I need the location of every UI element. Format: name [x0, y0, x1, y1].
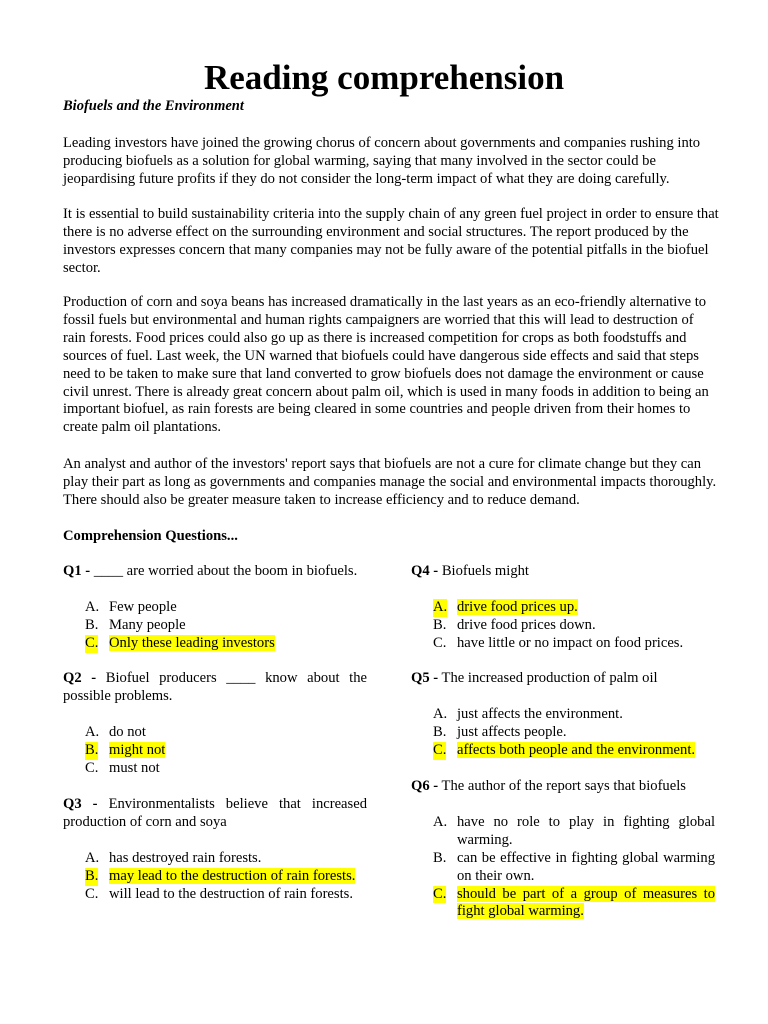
- answer-option[interactable]: [63, 760, 367, 778]
- question-6-text: [411, 778, 715, 796]
- question-number: Q1 -: [63, 563, 91, 579]
- answer-option-highlighted[interactable]: [411, 599, 715, 617]
- option-text: just affects people.: [457, 723, 567, 740]
- answer-option[interactable]: [411, 850, 715, 886]
- option-letter: C.: [433, 741, 447, 758]
- question-2-text: [63, 670, 367, 706]
- question-3-text: [63, 796, 367, 832]
- option-letter: C.: [85, 759, 99, 776]
- option-text: Only these leading investors: [109, 634, 275, 651]
- question-number: Q2 -: [63, 670, 97, 686]
- answer-option-highlighted[interactable]: [63, 635, 367, 653]
- question-3: [63, 796, 367, 904]
- answer-option[interactable]: [411, 814, 715, 850]
- question-1: [63, 563, 367, 653]
- answer-option-highlighted[interactable]: [63, 868, 367, 886]
- option-text: might not: [109, 741, 166, 758]
- question-5-text: [411, 670, 715, 688]
- question-prompt: Biofuel producers ____ know about the possible problems.: [63, 670, 367, 704]
- option-letter: A.: [433, 705, 448, 722]
- question-prompt: Biofuels might: [438, 563, 529, 579]
- question-prompt: ____ are worried about the boom in biofuels.: [90, 563, 358, 579]
- answer-option[interactable]: [411, 635, 715, 653]
- option-text: can be effective in fighting global warming on their own.: [457, 849, 715, 884]
- option-text: have little or no impact on food prices.: [457, 634, 684, 651]
- option-letter: C.: [85, 885, 99, 902]
- option-letter: A.: [85, 723, 100, 740]
- option-letter: C.: [433, 634, 447, 651]
- answer-option[interactable]: [63, 617, 367, 635]
- question-prompt: The increased production of palm oil: [438, 670, 658, 686]
- paragraph-1: Leading investors have joined the growing chorus of concern about governments and companies rushing into producing biofuels as a solution for global warming, saying that many involved in the sector could be jeopardising future profits if they do not consider the long-term impact of what they are doing carefully.: [63, 135, 701, 187]
- option-text: Few people: [109, 598, 177, 615]
- question-prompt: The author of the report says that biofuels: [438, 778, 686, 794]
- answer-option[interactable]: [63, 850, 367, 868]
- paragraph-2: It is essential to build sustainability criteria into the supply chain of any green fuel project in order to ensure that there is no adverse effect on the surrounding environment and social structures. The report produced by the investors expresses concern that many companies may not be fully aware of the potential pitfalls in the biofuel sector.: [63, 206, 719, 276]
- paragraph-3: Production of corn and soya beans has increased dramatically in the last years as an eco-friendly alternative to fossil fuels but environmental and human rights campaigners are worried that this will lead to destruction of rain forests. Food prices could also go up as there is increased competition for crops as both foodstuffs and sources of fuel. Last week, the UN warned that biofuels could have dangerous side effects and said that steps need to be taken to make sure that land converted to grow biofuels does not damage the environment or cause civil unrest. There is already great concern about palm oil, which is used in many foods in addition to being an important biofuel, as rain forests are being cleared in some countries and people driven from their homes to create palm oil plantations.: [63, 294, 709, 436]
- question-6: [411, 778, 715, 921]
- option-letter: A.: [85, 849, 100, 866]
- answer-option-highlighted[interactable]: [411, 886, 715, 922]
- option-text: affects both people and the environment.: [457, 741, 696, 758]
- option-letter: A.: [433, 813, 448, 830]
- answer-options: [63, 850, 367, 904]
- question-number: Q6 -: [411, 778, 439, 794]
- question-2: [63, 670, 367, 778]
- answer-options: [411, 706, 715, 760]
- option-letter: C.: [433, 885, 447, 902]
- option-letter: B.: [85, 616, 99, 633]
- answer-option-highlighted[interactable]: [411, 742, 715, 760]
- option-text: just affects the environment.: [457, 705, 623, 722]
- answer-options: [411, 814, 715, 921]
- option-text: will lead to the destruction of rain forests.: [109, 885, 353, 902]
- page-title: Reading comprehension: [203, 58, 565, 97]
- question-number: Q3 -: [63, 796, 98, 812]
- option-letter: A.: [85, 598, 100, 615]
- answer-options: [63, 599, 367, 653]
- question-1-text: [63, 563, 367, 581]
- question-5: [411, 670, 715, 760]
- option-text: should be part of a group of measures to fight global warming.: [457, 885, 715, 920]
- option-text: must not: [109, 759, 160, 776]
- option-letter: A.: [433, 598, 448, 615]
- question-number: Q5 -: [411, 670, 439, 686]
- question-4: [411, 563, 715, 653]
- answer-option[interactable]: [63, 886, 367, 904]
- option-text: Many people: [109, 616, 186, 633]
- question-number: Q4 -: [411, 563, 439, 579]
- option-letter: B.: [85, 741, 99, 758]
- answer-option[interactable]: [63, 599, 367, 617]
- answer-option[interactable]: [411, 706, 715, 724]
- answer-option[interactable]: [411, 724, 715, 742]
- option-text: have no role to play in fighting global warming.: [457, 813, 715, 848]
- option-text: drive food prices up.: [457, 598, 578, 615]
- option-text: has destroyed rain forests.: [109, 849, 262, 866]
- option-text: may lead to the destruction of rain forests.: [109, 867, 356, 884]
- option-letter: B.: [85, 867, 99, 884]
- answer-option[interactable]: [411, 617, 715, 635]
- questions-heading: Comprehension Questions...: [63, 528, 238, 544]
- answer-option-highlighted[interactable]: [63, 742, 367, 760]
- answer-options: [411, 599, 715, 653]
- question-prompt: Environmentalists believe that increased production of corn and soya: [63, 796, 367, 830]
- article-subtitle: Biofuels and the Environment: [63, 98, 244, 114]
- answer-option[interactable]: [63, 724, 367, 742]
- option-letter: C.: [85, 634, 99, 651]
- question-4-text: [411, 563, 715, 581]
- option-text: drive food prices down.: [457, 616, 596, 633]
- option-letter: B.: [433, 849, 447, 866]
- option-text: do not: [109, 723, 146, 740]
- paragraph-4: An analyst and author of the investors' report says that biofuels are not a cure for climate change but they can play their part as long as governments and companies manage the social and environmental impacts thoroughly. There should also be greater measure taken to increase efficiency and to reduce demand.: [63, 456, 717, 508]
- option-letter: B.: [433, 723, 447, 740]
- answer-options: [63, 724, 367, 778]
- option-letter: B.: [433, 616, 447, 633]
